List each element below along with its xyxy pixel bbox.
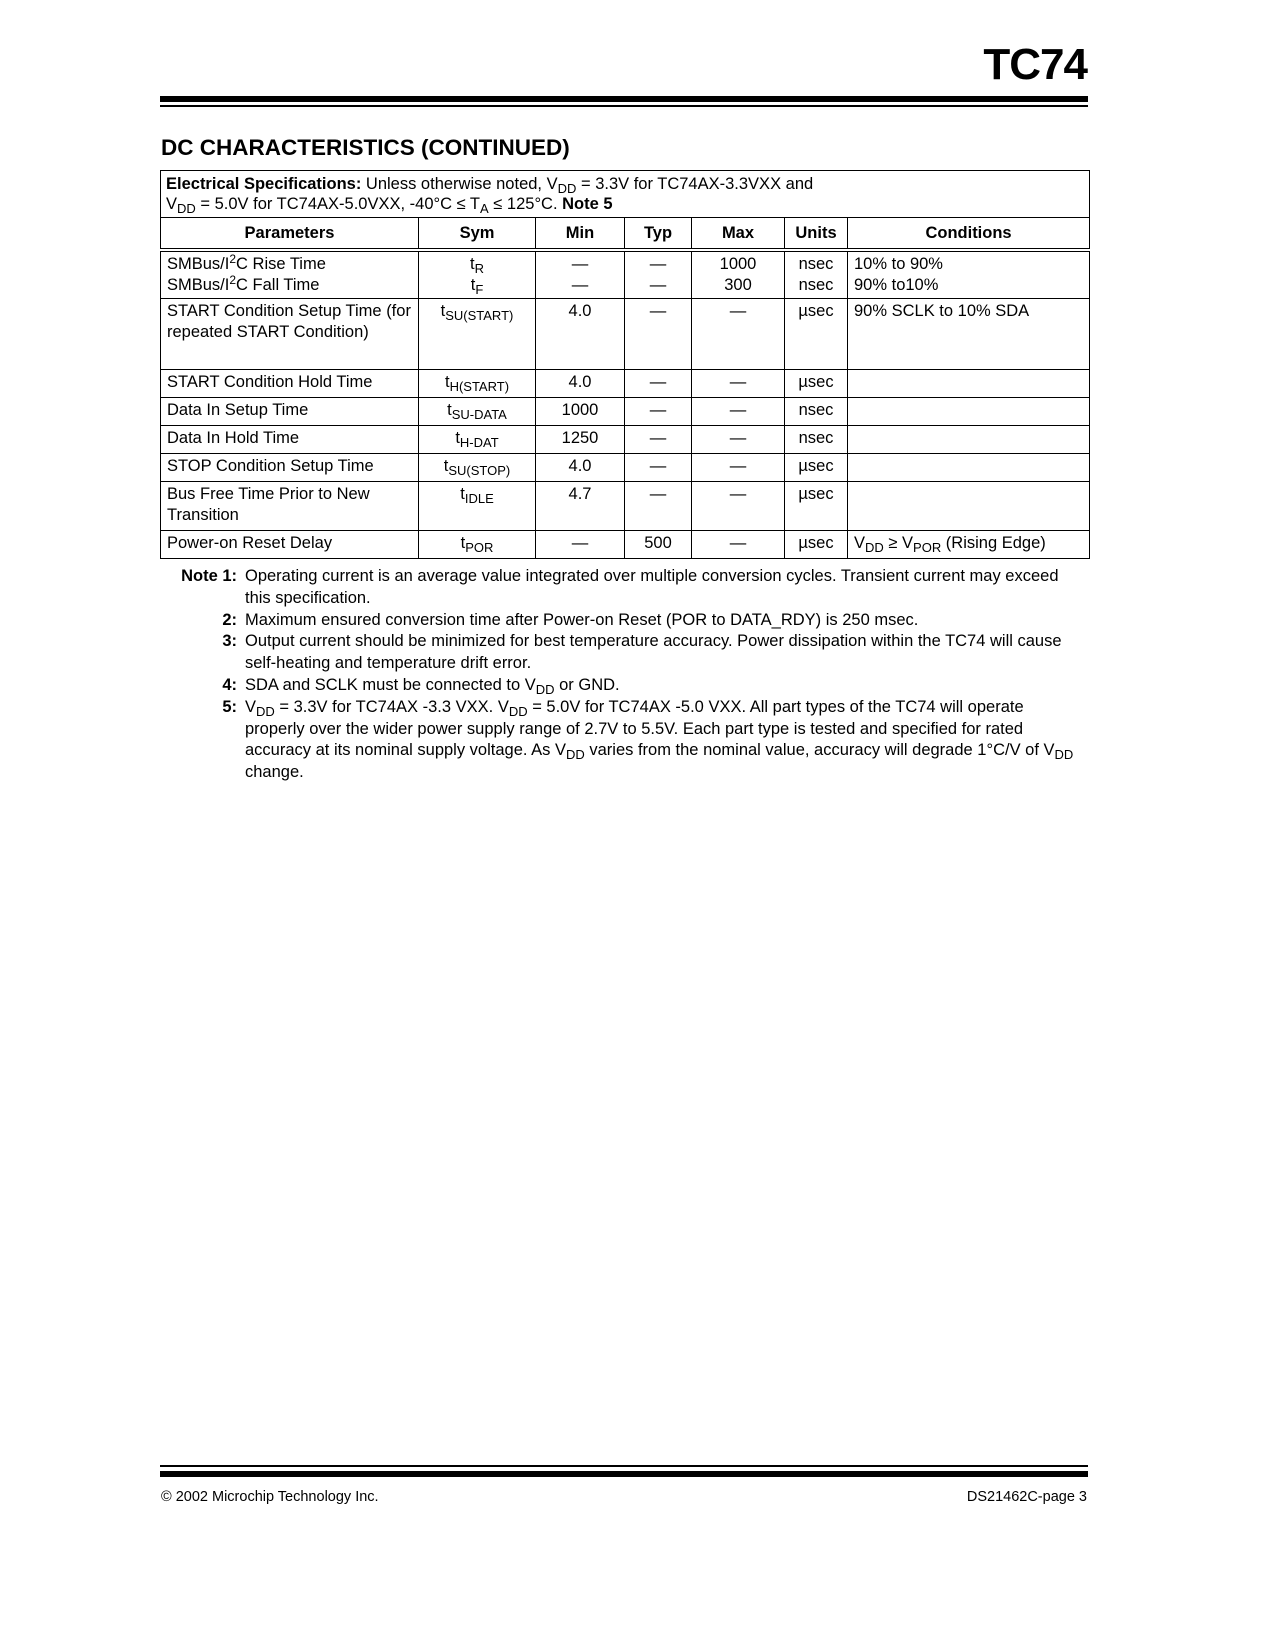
cell-cond (848, 426, 1090, 454)
section-title: DC CHARACTERISTICS (CONTINUED) (161, 135, 570, 160)
table-row (161, 454, 1090, 482)
cell-cond (848, 370, 1090, 398)
cell-param: START Condition Setup Time (for repeated START Condition) (161, 299, 419, 370)
cell-min: 4.0 (536, 454, 625, 482)
note-text: Output current should be minimized for best temperature accuracy. Power dissipation within the TC74 will cause self-heating and temperature drift error. (245, 632, 1062, 673)
page-number: DS21462C-page 3 (966, 1489, 1087, 1505)
cell-min: 1250 (536, 426, 625, 454)
note-text: Operating current is an average value integrated over multiple conversion cycles. Transient current may exceed this specification. (245, 567, 1059, 607)
table-row (161, 250, 1090, 299)
header-rule-thin (160, 105, 1088, 107)
cell-max: — (692, 370, 785, 398)
copyright: © 2002 Microchip Technology Inc. (161, 1489, 379, 1505)
cell-param: Bus Free Time Prior to New Transition (161, 482, 419, 531)
cell-units: nsec (785, 398, 848, 426)
table-row (161, 531, 1090, 559)
note-label: 3: (222, 632, 237, 651)
note-label: Note 1: (181, 567, 237, 585)
cell-typ: — — (625, 250, 692, 299)
col-header: Typ (625, 218, 692, 251)
note-text: $V_{DD} = 3.3V$ for TC74AX -3.3 VXX. $V_{DD} = 5.0V$ for TC74AX -5.0 VXX. All part types of the TC74 will operate properly over the wider power supply range of 2.7V to 5.5V. Each part type is tested and specified for rated accuracy at its nominal supply voltage. As $V_{DD}$ varies from the nominal value, accuracy will degrade 1°C/V of $V_{DD}$ change. (245, 697, 1074, 782)
cell-param: SMBus/$I^2C$ Rise Time SMBus/$I^2C$ Fall Time (161, 250, 419, 299)
cell-cond: 90% SCLK to 10% SDA (848, 299, 1090, 370)
table-row (161, 299, 1090, 370)
note-text: Maximum ensured conversion time after Power-on Reset (POR to DATA_RDY) is 250 msec. (245, 610, 919, 629)
cell-param: START Condition Hold Time (161, 370, 419, 398)
footer-rule (160, 1471, 1088, 1477)
cell-units: nsec (785, 426, 848, 454)
table-row (161, 370, 1090, 398)
note-item (166, 631, 1086, 675)
cell-typ: — (625, 398, 692, 426)
table-header (161, 218, 1090, 251)
cell-param: Data In Hold Time (161, 426, 419, 454)
cell-units: µsec (785, 482, 848, 531)
cell-max: — (692, 426, 785, 454)
cell-units: nsec nsec (785, 250, 848, 299)
cell-min: 1000 (536, 398, 625, 426)
cell-sym: $t_{H(START)}$ (419, 370, 536, 398)
cell-param: Data In Setup Time (161, 398, 419, 426)
cell-max: — (692, 531, 785, 559)
cell-min: 4.0 (536, 299, 625, 370)
cell-typ: — (625, 299, 692, 370)
col-header: Parameters (161, 218, 419, 251)
cell-typ: — (625, 426, 692, 454)
cell-sym: $t_{POR}$ (419, 531, 536, 559)
col-header: Conditions (848, 218, 1090, 251)
col-header: Sym (419, 218, 536, 251)
note-item (166, 610, 1086, 632)
cell-min: 4.7 (536, 482, 625, 531)
cell-min: — (536, 531, 625, 559)
cell-typ: — (625, 454, 692, 482)
footer-rule-thin (160, 1465, 1088, 1467)
note-label: 2: (222, 610, 237, 629)
cell-param: Power-on Reset Delay (161, 531, 419, 559)
notes (166, 566, 1086, 784)
dc-characteristics-table (160, 170, 1090, 559)
note-item (166, 697, 1086, 784)
cell-units: µsec (785, 531, 848, 559)
note-label: 4: (222, 675, 237, 694)
cell-sym: $t_{SU-DATA}$ (419, 398, 536, 426)
spec-conditions: Electrical Specifications: Unless otherwise noted, $V_{DD} = 3.3V$ for TC74AX-3.3VXX and $V_{DD} = 5.0V$ for TC74AX-5.0VXX, $-40^\circ C \le T_A \le 125^\circ C$. Note 5 (161, 171, 1090, 218)
cell-typ: — (625, 370, 692, 398)
cell-cond (848, 398, 1090, 426)
table-row (161, 426, 1090, 454)
cell-param: STOP Condition Setup Time (161, 454, 419, 482)
cell-max: — (692, 398, 785, 426)
note-text: SDA and SCLK must be connected to $V_{DD}$ or GND. (245, 675, 620, 697)
cell-cond (848, 454, 1090, 482)
col-header: Units (785, 218, 848, 251)
note-item (166, 675, 1086, 697)
cell-max: — (692, 482, 785, 531)
col-header: Min (536, 218, 625, 251)
cell-sym: $t_R$ $t_F$ (419, 250, 536, 299)
cell-sym: $t_{IDLE}$ (419, 482, 536, 531)
cell-sym: $t_{SU(STOP)}$ (419, 454, 536, 482)
cell-cond: 10% to 90% 90% to10% (848, 250, 1090, 299)
table-row (161, 398, 1090, 426)
cell-typ: 500 (625, 531, 692, 559)
col-header: Max (692, 218, 785, 251)
cell-sym: $t_{H-DAT}$ (419, 426, 536, 454)
cell-units: µsec (785, 299, 848, 370)
note-label: 5: (222, 697, 237, 716)
note-item (166, 566, 1086, 610)
cell-sym: $t_{SU(START)}$ (419, 299, 536, 370)
cell-units: µsec (785, 370, 848, 398)
cell-typ: — (625, 482, 692, 531)
header-rule (160, 96, 1088, 102)
cell-max: — (692, 454, 785, 482)
cell-cond: $V_{DD} \ge V_{POR}$ (Rising Edge) (848, 531, 1090, 559)
table-row (161, 482, 1090, 531)
cell-min: — — (536, 250, 625, 299)
cell-cond (848, 482, 1090, 531)
cell-max: — (692, 299, 785, 370)
cell-min: 4.0 (536, 370, 625, 398)
cell-max: 1000 300 (692, 250, 785, 299)
document-title: TC74 (983, 40, 1087, 89)
cell-units: µsec (785, 454, 848, 482)
